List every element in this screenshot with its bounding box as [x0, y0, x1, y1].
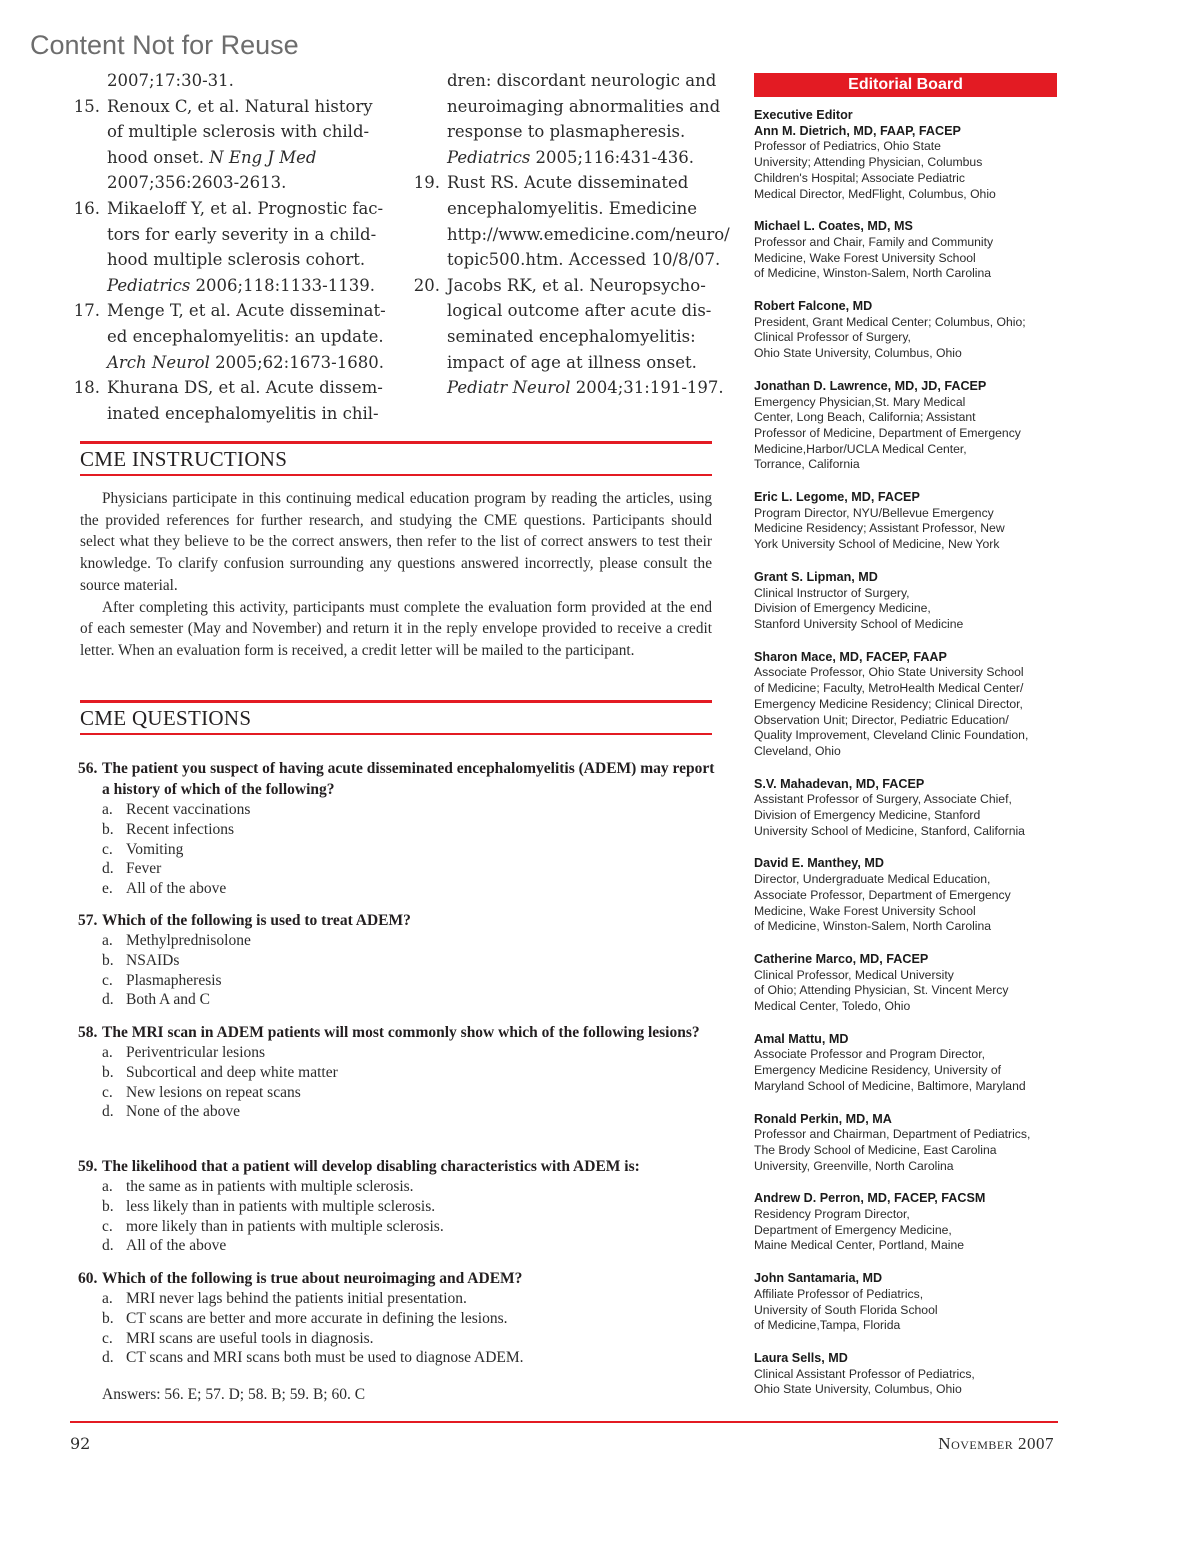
option-text: Periventricular lesions: [126, 1044, 266, 1061]
member-name: Ann M. Dietrich, MD, FAAP, FACEP: [754, 123, 961, 138]
board-member: [754, 1271, 1064, 1334]
member-affiliation: Emergency Physician,St. Mary Medical: [754, 394, 966, 409]
reference-text: 2006;118:1133-1139.: [190, 275, 375, 295]
reference-line: [70, 324, 410, 350]
option-letter: c.: [102, 840, 113, 858]
board-member: [754, 952, 1064, 1015]
reference-line: [410, 145, 730, 171]
reference-number: 17.: [73, 301, 100, 321]
member-affiliation: Maryland School of Medicine, Baltimore, Maryland: [754, 1078, 1026, 1093]
member-name: S.V. Mahadevan, MD, FACEP: [754, 776, 925, 791]
reference-line: [410, 68, 730, 94]
reference-text: inated encephalomyelitis in chil-: [107, 403, 379, 423]
answer-option: [78, 1197, 718, 1217]
member-role: Executive Editor: [754, 108, 853, 122]
option-text: the same as in patients with multiple sclerosis.: [126, 1178, 414, 1195]
option-text: Vomiting: [126, 840, 184, 858]
references-column-1: [70, 68, 410, 426]
question-57: [78, 910, 718, 1010]
member-affiliation: Stanford University School of Medicine: [754, 616, 964, 631]
member-affiliation: Program Director, NYU/Bellevue Emergency: [754, 505, 994, 520]
member-affiliation: Associate Professor and Program Director,: [754, 1047, 985, 1062]
member-affiliation: Professor of Pediatrics, Ohio State: [754, 139, 941, 154]
member-affiliation: Medicine, Wake Forest University School: [754, 903, 976, 918]
answer-option: [78, 820, 718, 840]
option-text: CT scans are better and more accurate in defining the lesions.: [126, 1309, 508, 1327]
footer-divider: [70, 1421, 1058, 1423]
cme-instructions-heading: CME INSTRUCTIONS: [80, 447, 288, 471]
member-affiliation: Children's Hospital; Associate Pediatric: [754, 170, 965, 185]
option-letter: b.: [102, 1309, 114, 1327]
option-letter: b.: [102, 951, 114, 969]
reference-line: [70, 170, 410, 196]
member-affiliation: Associate Professor, Department of Emergency: [754, 887, 1011, 902]
cme-instructions-paragraph-1: Physicians participate in this continuing medical education program by reading the articles, using the provided references for further research, and studying the CME questions. Participants should select what they believe to be the correct answers, then refer to the list of correct answers to test their knowledge. To clarify confusion surrounding any questions answered incorrectly, please consult the source material.: [80, 490, 712, 594]
member-affiliation: University, Greenville, North Carolina: [754, 1158, 954, 1173]
answer-option: [78, 1083, 718, 1103]
member-affiliation: York University School of Medicine, New York: [754, 537, 1000, 552]
board-member: [754, 490, 1064, 553]
member-affiliation: Director, Undergraduate Medical Education,: [754, 872, 991, 887]
member-affiliation: Medical Director, MedFlight, Columbus, Ohio: [754, 186, 996, 201]
page-number: 92: [70, 1434, 91, 1453]
question-text: The MRI scan in ADEM patients will most commonly show which of the following lesions?: [102, 1024, 700, 1041]
answer-option: [78, 990, 718, 1010]
question-number: 59.: [78, 1158, 98, 1175]
cme-questions-heading: CME QUESTIONS: [80, 706, 252, 730]
reference-line: [70, 119, 410, 145]
editorial-board-list: [754, 108, 1064, 1415]
answer-option: [78, 879, 718, 899]
member-affiliation: President, Grant Medical Center; Columbus, Ohio;: [754, 314, 1026, 329]
option-text: All of the above: [126, 880, 227, 898]
reference-text: Khurana DS, et al. Acute dissem-: [107, 378, 383, 398]
reference-number: 16.: [73, 198, 100, 218]
option-text: MRI never lags behind the patients initial presentation.: [126, 1290, 467, 1307]
member-affiliation: Quality Improvement, Cleveland Clinic Foundation,: [754, 728, 1029, 743]
answer-option: [78, 1329, 718, 1349]
question-number: 58.: [78, 1024, 98, 1041]
reference-text: 2007;356:2603-2613.: [107, 173, 287, 193]
member-affiliation: Medicine Residency; Assistant Professor, New: [754, 521, 1005, 536]
reference-line: [410, 119, 730, 145]
watermark: Content Not for Reuse: [30, 30, 299, 60]
reference-text: encephalomyelitis. Emedicine: [447, 198, 697, 218]
member-affiliation: Assistant Professor of Surgery, Associate Chief,: [754, 792, 1012, 807]
option-letter: d.: [102, 860, 114, 878]
reference-number: 18.: [73, 378, 100, 398]
reference-journal: Pediatrics: [107, 275, 191, 295]
option-letter: a.: [102, 1178, 113, 1195]
member-affiliation: Division of Emergency Medicine, Stanford: [754, 808, 981, 823]
option-text: Both A and C: [126, 991, 210, 1009]
option-letter: a.: [102, 801, 113, 818]
reference-line: [70, 298, 410, 324]
reference-number: 20.: [413, 275, 440, 295]
reference-journal: Arch Neurol: [107, 352, 210, 372]
option-letter: c.: [102, 1083, 113, 1101]
answer-option: [78, 1289, 718, 1309]
member-name: Andrew D. Perron, MD, FACEP, FACSM: [754, 1191, 986, 1206]
member-name: John Santamaria, MD: [754, 1271, 883, 1286]
member-name: David E. Manthey, MD: [754, 856, 884, 871]
option-letter: c.: [102, 1329, 113, 1347]
board-member: [754, 219, 1064, 282]
question-stem: [78, 910, 718, 931]
member-name: Sharon Mace, MD, FACEP, FAAP: [754, 649, 947, 664]
member-affiliation: of Medicine; Faculty, MetroHealth Medical Center/: [754, 681, 1024, 696]
member-affiliation: Clinical Assistant Professor of Pediatrics,: [754, 1366, 975, 1381]
member-affiliation: Residency Program Director,: [754, 1207, 910, 1222]
member-affiliation: Medicine, Wake Forest University School: [754, 250, 976, 265]
board-member: [754, 1032, 1064, 1095]
question-number: 60.: [78, 1270, 98, 1287]
reference-line: [410, 324, 730, 350]
question-56: [78, 758, 718, 899]
option-letter: c.: [102, 1217, 113, 1235]
member-name: Grant S. Lipman, MD: [754, 569, 878, 584]
member-affiliation: of Ohio; Attending Physician, St. Vincent Mercy: [754, 983, 1009, 998]
reference-line: [410, 375, 730, 401]
member-affiliation: Clinical Professor, Medical University: [754, 967, 954, 982]
board-member: [754, 777, 1064, 840]
member-affiliation: Cleveland, Ohio: [754, 743, 841, 758]
reference-text: Mikaeloff Y, et al. Prognostic fac-: [107, 198, 384, 218]
reference-line: [410, 273, 730, 299]
question-text: Which of the following is used to treat ADEM?: [102, 912, 411, 929]
reference-text: http://www.emedicine.com/neuro/: [447, 224, 730, 244]
answer-option: [78, 1177, 718, 1197]
answer-option: [78, 1063, 718, 1083]
member-affiliation: Emergency Medicine Residency, University of: [754, 1063, 1002, 1078]
answer-option: [78, 1348, 718, 1368]
question-number: 57.: [78, 912, 98, 929]
member-affiliation: Maine Medical Center, Portland, Maine: [754, 1238, 965, 1253]
reference-line: [70, 94, 410, 120]
reference-line: [410, 222, 730, 248]
issue-date: November 2007: [938, 1434, 1054, 1453]
member-name: Laura Sells, MD: [754, 1351, 848, 1365]
cme-questions-heading-bar: [80, 700, 712, 735]
option-text: Subcortical and deep white matter: [126, 1063, 338, 1081]
answer-option: [78, 1043, 718, 1063]
reference-text: ed encephalomyelitis: an update.: [107, 326, 384, 346]
reference-line: [70, 247, 410, 273]
reference-text: neuroimaging abnormalities and: [447, 96, 721, 116]
member-affiliation: University; Attending Physician, Columbus: [754, 155, 983, 170]
option-text: All of the above: [126, 1237, 227, 1255]
answer-option: [78, 1217, 718, 1237]
reference-text: Renoux C, et al. Natural history: [107, 96, 373, 116]
member-affiliation: Clinical Instructor of Surgery,: [754, 585, 910, 600]
option-letter: b.: [102, 1063, 114, 1081]
member-affiliation: Emergency Medicine Residency; Clinical Director,: [754, 696, 1023, 711]
reference-text: tors for early severity in a child-: [107, 224, 377, 244]
question-text: The patient you suspect of having acute disseminated encephalomyelitis (ADEM) may report a history of which of the following?: [102, 760, 715, 798]
member-name: Robert Falcone, MD: [754, 299, 873, 314]
reference-line: [70, 273, 410, 299]
option-letter: d.: [102, 1237, 114, 1255]
reference-line: [70, 68, 410, 94]
member-affiliation: Professor of Medicine, Department of Emergency: [754, 425, 1021, 440]
reference-text: dren: discordant neurologic and: [447, 71, 717, 90]
option-text: Methylprednisolone: [126, 932, 251, 949]
member-name: Michael L. Coates, MD, MS: [754, 219, 913, 234]
option-letter: b.: [102, 820, 114, 838]
option-text: Plasmapheresis: [126, 971, 222, 989]
question-stem: [78, 1156, 718, 1177]
reference-line: [410, 350, 730, 376]
reference-text: seminated encephalomyelitis:: [447, 326, 696, 346]
option-text: NSAIDs: [126, 951, 180, 969]
references-column-2: [410, 68, 730, 401]
board-member: [754, 108, 1064, 202]
member-name: Catherine Marco, MD, FACEP: [754, 951, 929, 966]
reference-line: [70, 222, 410, 248]
option-letter: e.: [102, 880, 113, 898]
option-letter: a.: [102, 932, 113, 949]
option-letter: d.: [102, 1103, 114, 1121]
option-letter: a.: [102, 1290, 113, 1307]
option-text: less likely than in patients with multiple sclerosis.: [126, 1197, 436, 1215]
option-letter: d.: [102, 1349, 114, 1367]
member-affiliation: Medicine,Harbor/UCLA Medical Center,: [754, 441, 967, 456]
member-affiliation: Clinical Professor of Surgery,: [754, 330, 911, 345]
question-stem: [78, 1268, 718, 1289]
member-affiliation: Professor and Chairman, Department of Pediatrics,: [754, 1127, 1031, 1142]
reference-text: of multiple sclerosis with child-: [107, 122, 370, 142]
member-affiliation: of Medicine, Winston-Salem, North Carolina: [754, 919, 992, 934]
answer-key: Answers: 56. E; 57. D; 58. B; 59. B; 60. C: [102, 1386, 366, 1403]
board-member: [754, 1191, 1064, 1254]
member-affiliation: Associate Professor, Ohio State University School: [754, 665, 1024, 680]
member-affiliation: Ohio State University, Columbus, Ohio: [754, 346, 962, 361]
reference-line: [70, 196, 410, 222]
reference-text: 2004;31:191-197.: [570, 378, 724, 398]
cme-instructions-paragraph-2: After completing this activity, participants must complete the evaluation form provided at the end of each semester (May and November) and return it in the reply envelope provided to receive a credit letter. When an evaluation form is received, a credit letter will be mailed to the participant.: [80, 598, 712, 659]
member-affiliation: Center, Long Beach, California; Assistant: [754, 410, 976, 425]
reference-text: Jacobs RK, et al. Neuropsycho-: [447, 275, 706, 295]
member-name: Eric L. Legome, MD, FACEP: [754, 490, 920, 505]
question-stem: [78, 1022, 718, 1043]
reference-journal: N Eng J Med: [209, 147, 317, 167]
answer-option: [78, 931, 718, 951]
question-text: Which of the following is true about neuroimaging and ADEM?: [102, 1270, 523, 1287]
answer-option: [78, 800, 718, 820]
member-affiliation: Professor and Chair, Family and Community: [754, 234, 994, 249]
board-member: [754, 856, 1064, 935]
member-affiliation: University School of Medicine, Stanford, California: [754, 823, 1025, 838]
answer-option: [78, 840, 718, 860]
member-affiliation: Observation Unit; Director, Pediatric Education/: [754, 712, 1009, 727]
answer-option: [78, 971, 718, 991]
member-affiliation: Division of Emergency Medicine,: [754, 601, 931, 616]
question-58: [78, 1022, 718, 1122]
board-member: [754, 379, 1064, 473]
member-affiliation: University of South Florida School: [754, 1302, 938, 1317]
question-text: The likelihood that a patient will develop disabling characteristics with ADEM is:: [102, 1158, 640, 1175]
reference-journal: Pediatr Neurol: [447, 378, 571, 398]
reference-text: impact of age at illness onset.: [447, 352, 697, 372]
reference-line: [410, 170, 730, 196]
reference-text: 2005;62:1673-1680.: [209, 352, 384, 372]
option-letter: c.: [102, 971, 113, 989]
option-text: New lesions on repeat scans: [126, 1083, 301, 1101]
reference-line: [410, 298, 730, 324]
answer-option: [78, 1102, 718, 1122]
option-letter: b.: [102, 1197, 114, 1215]
question-59: [78, 1156, 718, 1256]
reference-line: [410, 94, 730, 120]
board-member: [754, 299, 1064, 362]
question-number: 56.: [78, 760, 98, 777]
member-affiliation: of Medicine, Winston-Salem, North Carolina: [754, 266, 992, 281]
option-text: more likely than in patients with multiple sclerosis.: [126, 1217, 444, 1235]
board-member: [754, 570, 1064, 633]
answer-option: [78, 951, 718, 971]
option-text: CT scans and MRI scans both must be used to diagnose ADEM.: [126, 1349, 524, 1367]
option-text: Fever: [126, 860, 162, 878]
reference-text: Rust RS. Acute disseminated: [447, 173, 689, 193]
cme-instructions-body: [80, 488, 712, 662]
reference-number: 19.: [413, 173, 440, 193]
option-text: Recent infections: [126, 820, 235, 838]
option-text: Recent vaccinations: [126, 801, 251, 818]
reference-line: [410, 196, 730, 222]
board-member: [754, 1112, 1064, 1175]
question-60: [78, 1268, 718, 1368]
reference-text: hood multiple sclerosis cohort.: [107, 250, 366, 270]
member-affiliation: Torrance, California: [754, 457, 860, 472]
reference-text: hood onset.: [107, 147, 210, 167]
reference-journal: Pediatrics: [447, 147, 531, 167]
option-letter: a.: [102, 1044, 113, 1061]
board-member: [754, 650, 1064, 760]
member-name: Ronald Perkin, MD, MA: [754, 1111, 892, 1126]
reference-line: [70, 375, 410, 401]
member-affiliation: Department of Emergency Medicine,: [754, 1222, 952, 1237]
reference-text: response to plasmapheresis.: [447, 122, 686, 142]
member-affiliation: Medical Center, Toledo, Ohio: [754, 999, 911, 1014]
answer-option: [78, 859, 718, 879]
member-affiliation: Affiliate Professor of Pediatrics,: [754, 1286, 924, 1301]
option-letter: d.: [102, 991, 114, 1009]
option-text: MRI scans are useful tools in diagnosis.: [126, 1329, 374, 1347]
member-affiliation: of Medicine,Tampa, Florida: [754, 1318, 901, 1333]
reference-text: Menge T, et al. Acute disseminat-: [107, 301, 386, 321]
cme-instructions-heading-bar: [80, 441, 712, 476]
member-affiliation: The Brody School of Medicine, East Carolina: [754, 1142, 997, 1157]
member-name: Jonathan D. Lawrence, MD, JD, FACEP: [754, 378, 987, 393]
reference-line: [70, 401, 410, 427]
reference-text: 2007;17:30-31.: [107, 71, 234, 90]
reference-text: logical outcome after acute dis-: [447, 301, 712, 321]
member-affiliation: Ohio State University, Columbus, Ohio: [754, 1382, 962, 1397]
board-member: [754, 1351, 1064, 1398]
editorial-board-title: Editorial Board: [754, 73, 1057, 97]
member-name: Amal Mattu, MD: [754, 1031, 849, 1046]
answer-option: [78, 1309, 718, 1329]
answer-option: [78, 1236, 718, 1256]
question-stem: [78, 758, 718, 800]
reference-text: topic500.htm. Accessed 10/8/07.: [447, 250, 721, 270]
reference-line: [410, 247, 730, 273]
option-text: None of the above: [126, 1103, 241, 1121]
reference-line: [70, 145, 410, 171]
reference-line: [70, 350, 410, 376]
reference-number: 15.: [73, 96, 100, 116]
reference-text: 2005;116:431-436.: [530, 147, 694, 167]
